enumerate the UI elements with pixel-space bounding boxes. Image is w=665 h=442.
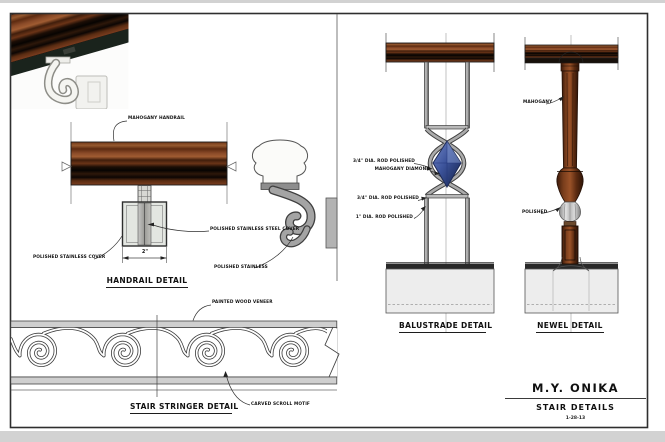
handrail-detail-title: HANDRAIL DETAIL (106, 276, 188, 288)
bracket-elevation (252, 140, 337, 268)
mahogany-handrail-label: MAHOGANY HANDRAIL (128, 116, 186, 121)
stringer-detail-title: STAIR STRINGER DETAIL (130, 402, 232, 414)
newel-mahogany-label: MAHOGANY (523, 100, 553, 105)
rail-section (71, 142, 227, 185)
leader-line (193, 305, 211, 321)
newel-detail-title: NEWEL DETAIL (536, 321, 604, 333)
bracket-label: POLISHED STAINLESS (214, 264, 268, 270)
scroll-motif-label: CARVED SCROLL MOTIF (251, 401, 310, 407)
mount-connector (138, 186, 151, 203)
width-dimension: 2" (141, 249, 149, 255)
balustrade-detail-title: BALUSTRADE DETAIL (399, 321, 486, 333)
leader-line (113, 121, 127, 141)
sheet-title: STAIR DETAILS (536, 403, 615, 412)
stringer-detail (11, 305, 339, 405)
newel-rail (525, 45, 618, 58)
balustrade-rail (386, 43, 494, 62)
balustrade-detail (386, 33, 494, 333)
rod-top-label: 3/4" DIA. ROD POLISHED (353, 158, 415, 164)
wall-plate (326, 198, 337, 248)
sheet-date: 1-28-13 (565, 416, 586, 421)
rod-mid-label: 3/4" DIA. ROD POLISHED (357, 196, 419, 201)
base-slab (525, 269, 618, 313)
finial-knob (252, 140, 307, 184)
rod-bottom-label: 1" DIA. ROD POLISHED (355, 214, 413, 220)
painted-veneer-label: PAINTED WOOD VENEER (212, 300, 273, 305)
diamond-label: MAHOGANY DIAMOND (374, 166, 430, 172)
client-name: M.Y. ONIKA (505, 381, 646, 399)
newel-post (553, 63, 589, 271)
base-slab (386, 269, 494, 313)
handrail-detail (62, 121, 236, 263)
newel-polished-label: POLISHED (522, 210, 548, 215)
cover-left-label: POLISHED STAINLESS COVER (33, 255, 106, 260)
newel-detail (525, 35, 618, 333)
cover-right-label: POLISHED STAINLESS STEEL COVER (210, 227, 300, 232)
handrail-photo (0, 0, 193, 109)
